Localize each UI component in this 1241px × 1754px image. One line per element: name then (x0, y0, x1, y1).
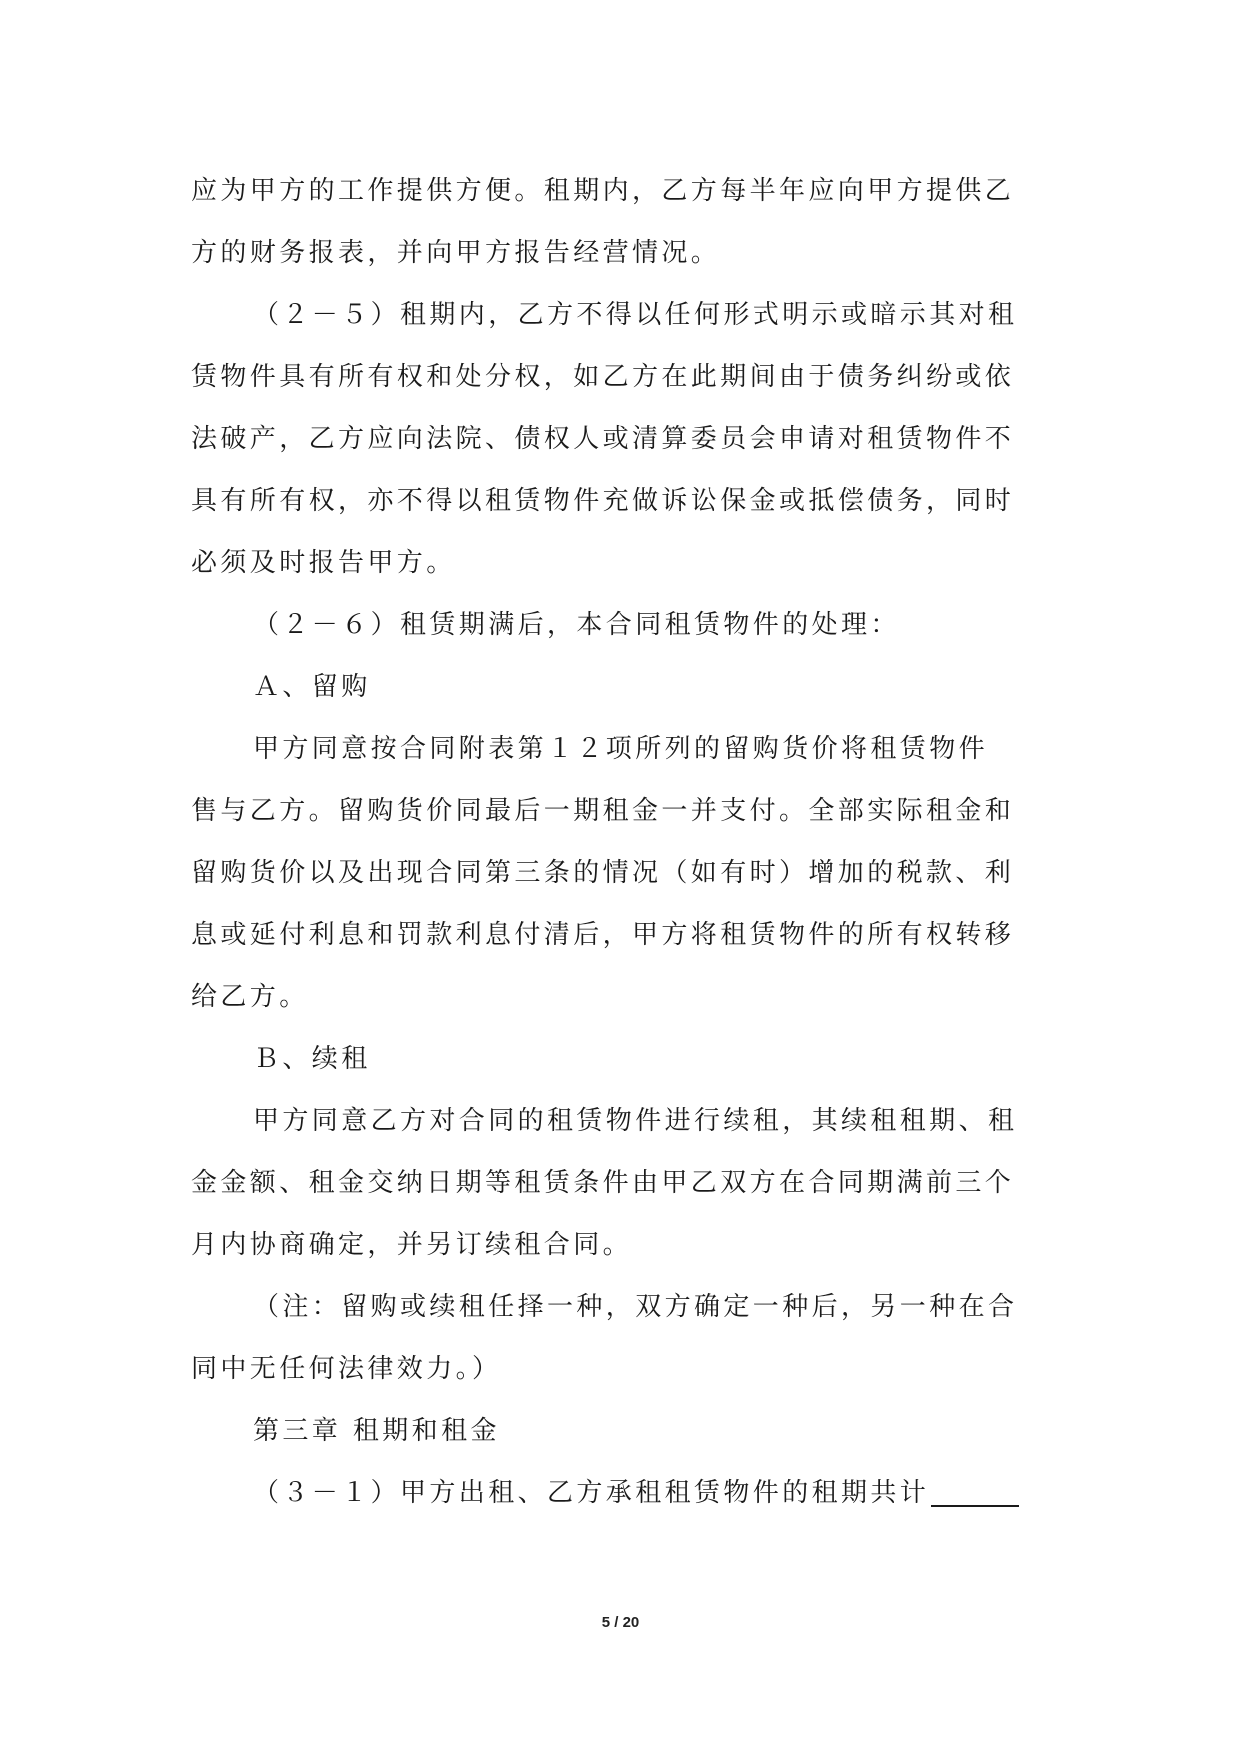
paragraph-line: 必须及时报告甲方。 (191, 548, 456, 578)
paragraph-line: 甲方同意乙方对合同的租赁物件进行续租，其续租租期、租 (253, 1106, 1018, 1136)
clause-2-5-line: （２－５）租期内，乙方不得以任何形式明示或暗示其对租 (253, 300, 1018, 330)
paragraph-line: 应为甲方的工作提供方便。租期内，乙方每半年应向甲方提供乙 (191, 176, 1015, 206)
paragraph-line: 甲方同意按合同附表第１２项所列的留购货价将租赁物件 (253, 734, 989, 764)
paragraph-line: 法破产，乙方应向法院、债权人或清算委员会申请对租赁物件不 (191, 424, 1015, 454)
paragraph-line: 售与乙方。留购货价同最后一期租金一并支付。全部实际租金和 (191, 796, 1015, 826)
paragraph-line: 金金额、租金交纳日期等租赁条件由甲乙双方在合同期满前三个 (191, 1168, 1015, 1198)
paragraph-line: 息或延付利息和罚款利息付清后，甲方将租赁物件的所有权转移 (191, 920, 1015, 950)
clause-2-6-line: （２－６）租赁期满后，本合同租赁物件的处理： (253, 610, 900, 640)
chapter-heading: 第三章 租期和租金 (253, 1416, 500, 1446)
section-a-heading: Ａ、留购 (253, 672, 371, 702)
section-b-heading: Ｂ、续租 (253, 1044, 371, 1074)
clause-3-1-line (191, 1462, 1051, 1524)
document-body (191, 160, 1051, 1524)
paragraph-line: 留购货价以及出现合同第三条的情况（如有时）增加的税款、利 (191, 858, 1015, 888)
paragraph-line: 给乙方。 (191, 982, 309, 1012)
paragraph-line: 具有所有权，亦不得以租赁物件充做诉讼保金或抵偿债务，同时 (191, 486, 1015, 516)
page-number: 5 / 20 (601, 1614, 640, 1631)
fill-in-blank (931, 1479, 1019, 1507)
note-line: 同中无任何法律效力。） (191, 1354, 502, 1384)
paragraph-line: 月内协商确定，并另订续租合同。 (191, 1230, 633, 1260)
paragraph-line: 赁物件具有所有权和处分权，如乙方在此期间由于债务纠纷或依 (191, 362, 1015, 392)
note-line: （注：留购或续租任择一种，双方确定一种后，另一种在合 (253, 1292, 1018, 1322)
clause-3-1-text: （３－１）甲方出租、乙方承租租赁物件的租期共计 (253, 1478, 930, 1508)
paragraph-line: 方的财务报表，并向甲方报告经营情况。 (191, 238, 721, 268)
